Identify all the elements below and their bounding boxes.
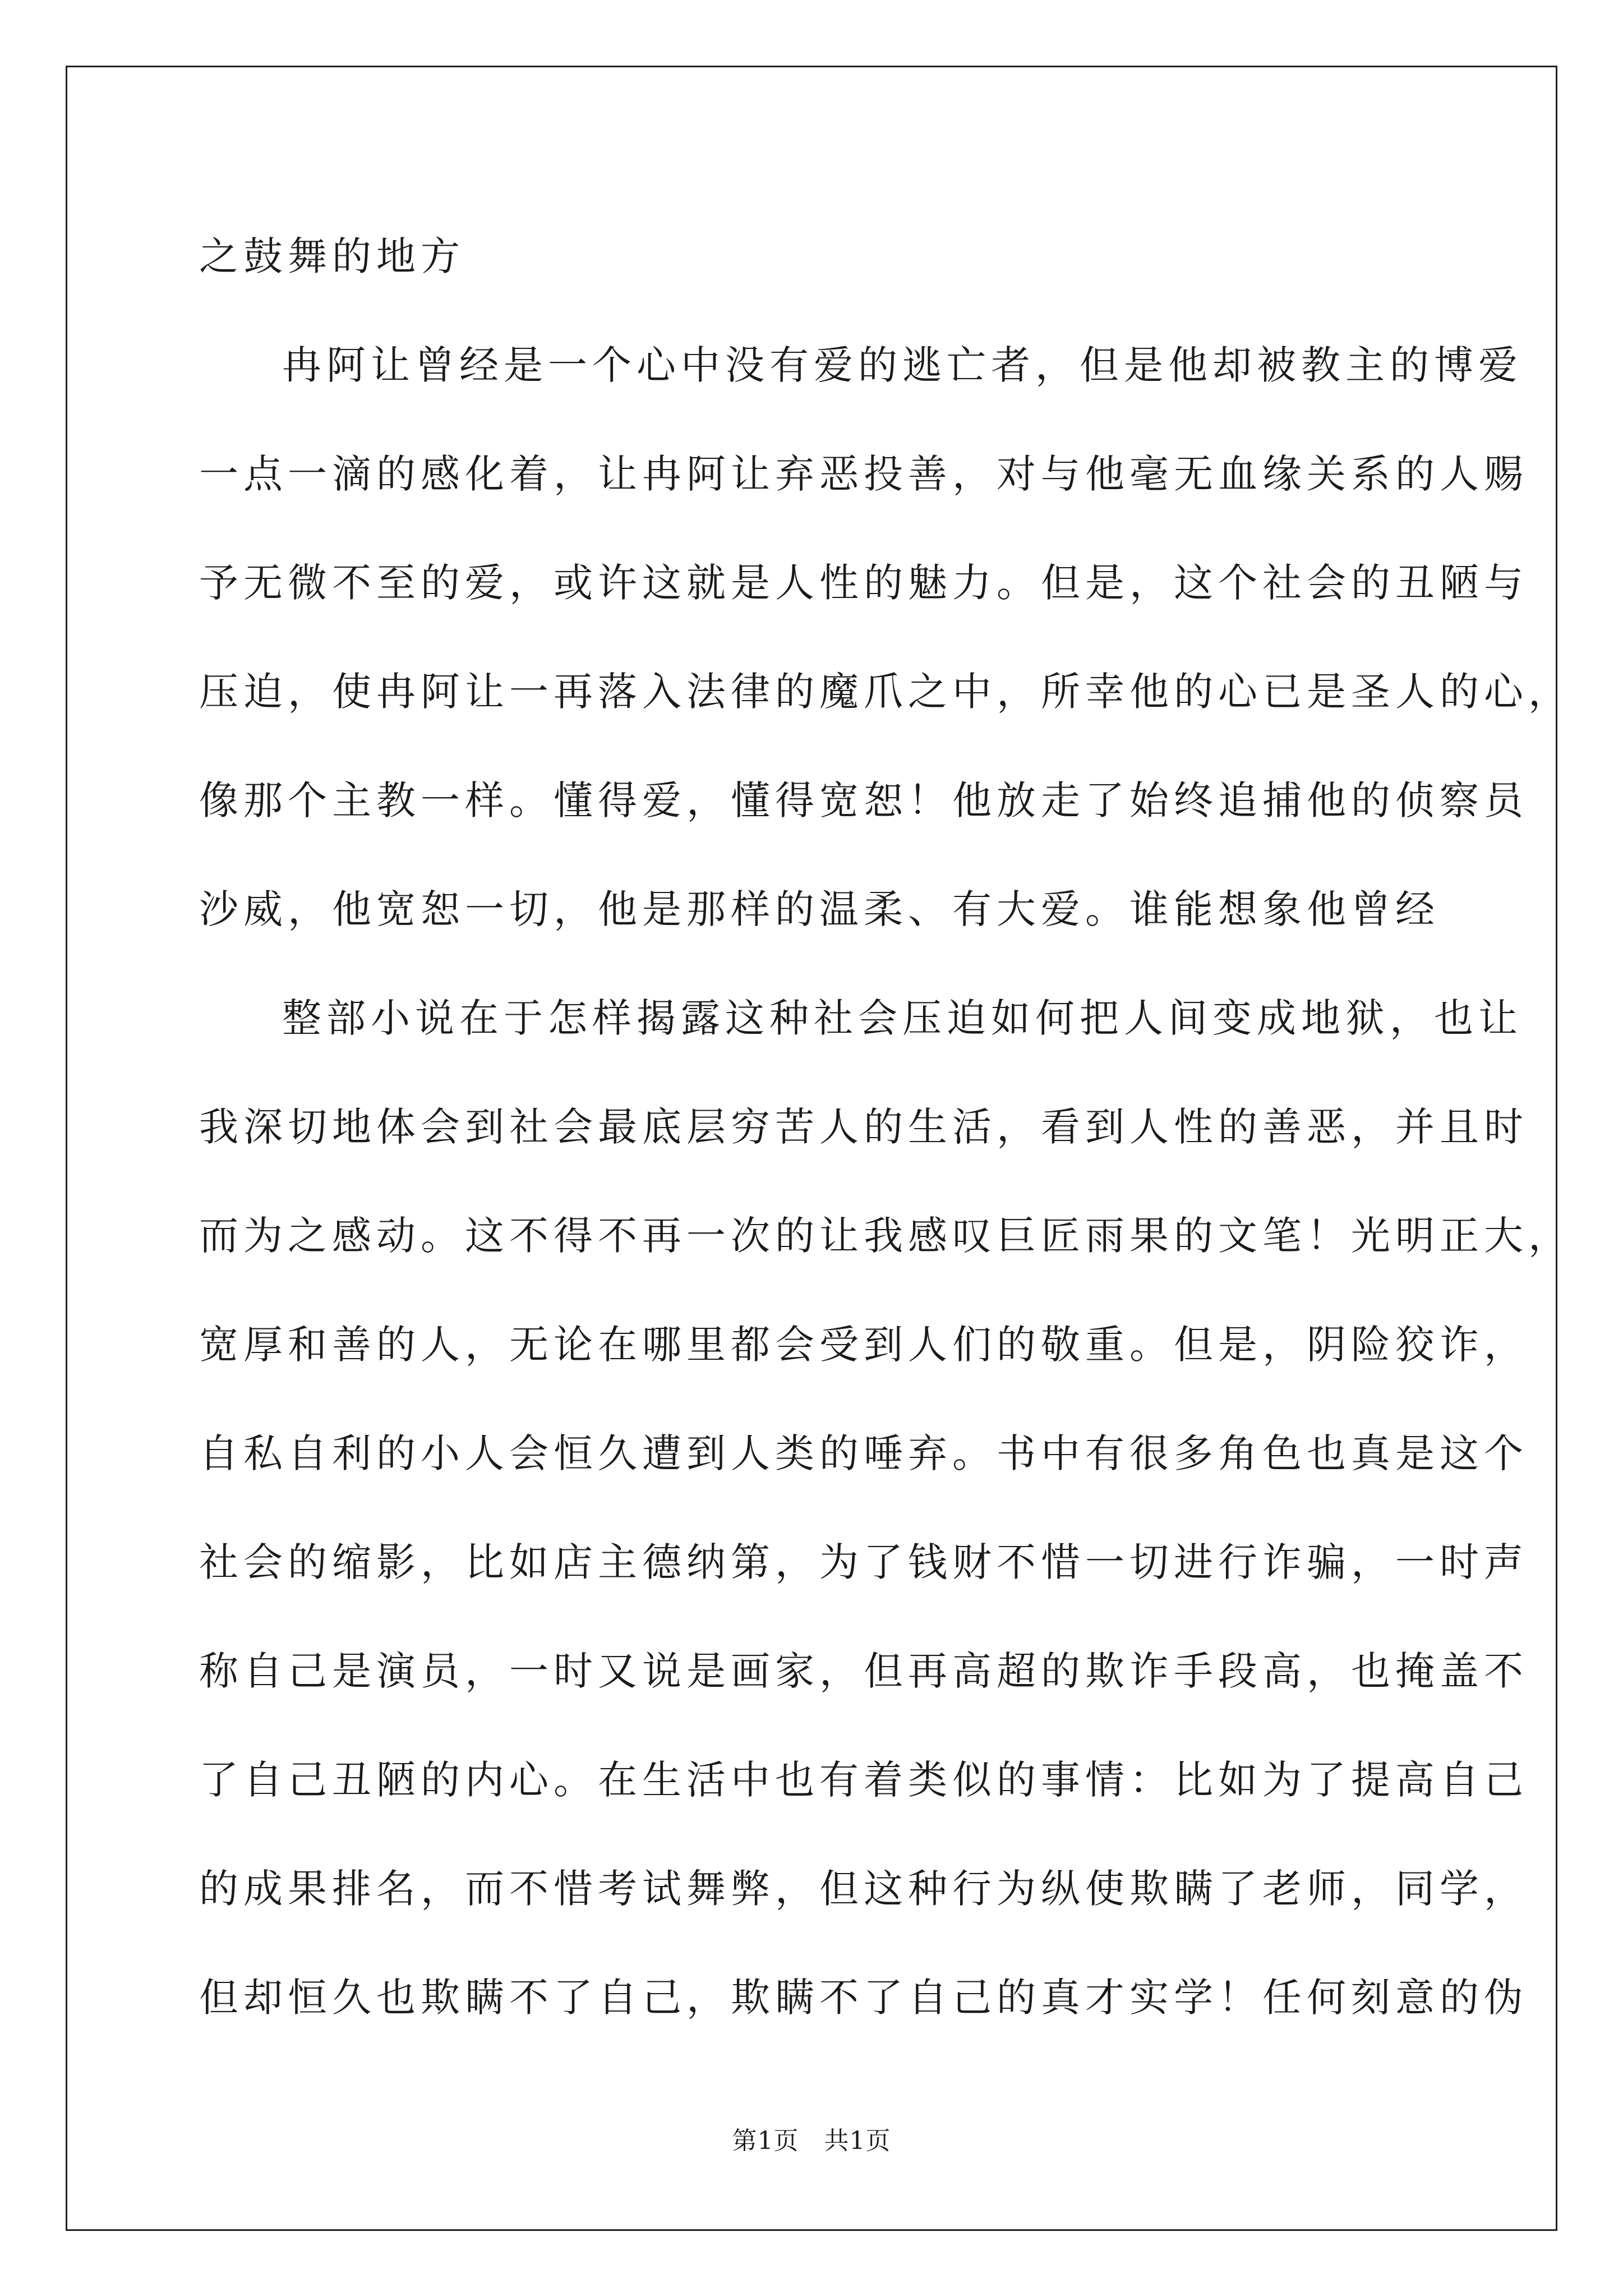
paragraph-line: 压迫，使冉阿让一再落入法律的魔爪之中，所幸他的心已是圣人的心， — [199, 669, 1573, 715]
paragraph-line: 像那个主教一样。懂得爱，懂得宽恕！他放走了始终追捕他的侦察员 — [199, 777, 1528, 823]
paragraph-line: 但却恒久也欺瞒不了自己，欺瞒不了自己的真才实学！任何刻意的伪 — [199, 1975, 1528, 2021]
paragraph-line: 予无微不至的爱，或许这就是人性的魅力。但是，这个社会的丑陋与 — [199, 560, 1528, 606]
paragraph-line: 称自己是演员，一时又说是画家，但再高超的欺诈手段高，也掩盖不 — [199, 1648, 1528, 1694]
paragraph-line: 之鼓舞的地方 — [199, 233, 465, 279]
paragraph-line: 整部小说在于怎样揭露这种社会压迫如何把人间变成地狱，也让 — [282, 995, 1523, 1041]
paragraph-line: 一点一滴的感化着，让冉阿让弃恶投善，对与他毫无血缘关系的人赐 — [199, 451, 1528, 497]
paragraph-line: 我深切地体会到社会最底层穷苦人的生活，看到人性的善恶，并且时 — [199, 1104, 1528, 1150]
paragraph-line: 冉阿让曾经是一个心中没有爱的逃亡者，但是他却被教主的博爱 — [282, 342, 1523, 388]
paragraph-line: 自私自利的小人会恒久遭到人类的唾弃。书中有很多角色也真是这个 — [199, 1430, 1528, 1476]
document-body — [199, 202, 1573, 2052]
paragraph-line: 宽厚和善的人，无论在哪里都会受到人们的敬重。但是，阴险狡诈， — [199, 1322, 1528, 1368]
paragraph-line: 的成果排名，而不惜考试舞弊，但这种行为纵使欺瞒了老师，同学， — [199, 1866, 1528, 1912]
page-number-footer: 第1页 共1页 — [732, 2127, 891, 2155]
paragraph-line: 了自己丑陋的内心。在生活中也有着类似的事情：比如为了提高自己 — [199, 1757, 1528, 1803]
paragraph-line: 社会的缩影，比如店主德纳第，为了钱财不惜一切进行诈骗，一时声 — [199, 1539, 1528, 1585]
paragraph-line: 沙威，他宽恕一切，他是那样的温柔、有大爱。谁能想象他曾经 — [199, 886, 1440, 932]
paragraph-line: 而为之感动。这不得不再一次的让我感叹巨匠雨果的文笔！光明正大， — [199, 1213, 1573, 1259]
